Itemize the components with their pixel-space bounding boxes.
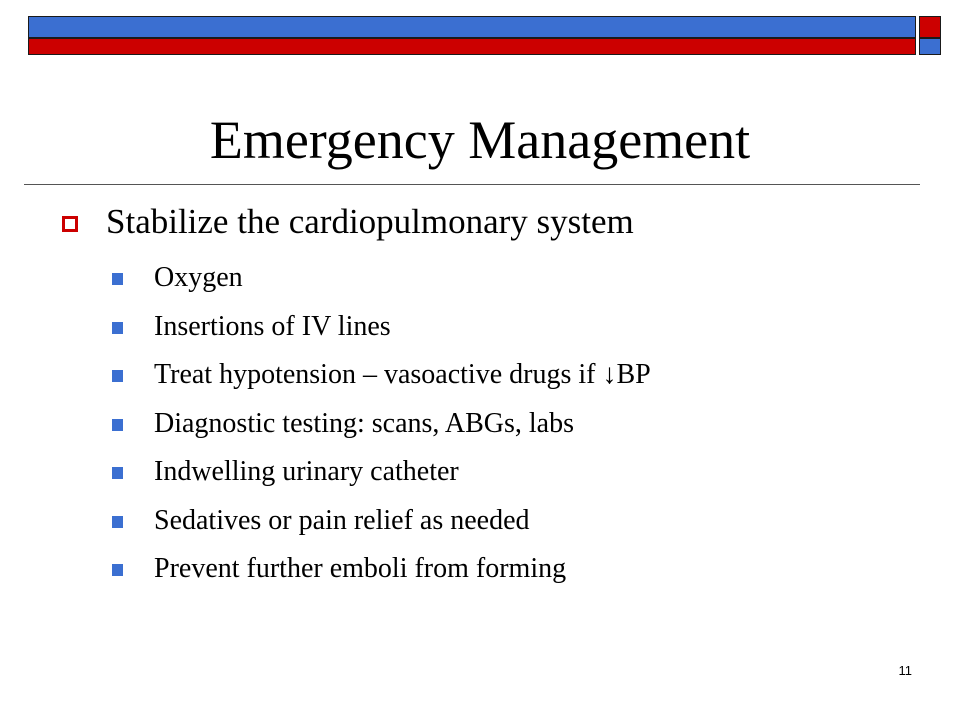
sub-bullet-text: Indwelling urinary catheter <box>154 456 459 488</box>
sub-bullet-item <box>112 303 651 352</box>
square-bullet-icon <box>112 322 123 334</box>
square-bullet-icon <box>112 467 123 479</box>
hollow-square-bullet-icon <box>62 216 78 232</box>
sub-bullet-list <box>112 254 651 594</box>
main-bullet-text: Stabilize the cardiopulmonary system <box>106 202 634 241</box>
sub-bullet-item <box>112 351 651 400</box>
sub-bullet-item <box>112 448 651 497</box>
sub-bullet-text: Insertions of IV lines <box>154 310 391 342</box>
square-bullet-icon <box>112 419 123 431</box>
header-blue-bar <box>28 16 916 38</box>
sub-bullet-text: Prevent further emboli from forming <box>154 553 567 585</box>
square-bullet-icon <box>112 516 123 528</box>
slide-title: Emergency Management <box>209 110 751 170</box>
header-blue-square <box>919 38 941 55</box>
sub-bullet-item <box>112 497 651 546</box>
header-red-square <box>919 16 941 38</box>
sub-bullet-text: Treat hypotension – vasoactive drugs if ↓BP <box>154 359 651 391</box>
sub-bullet-text: Oxygen <box>154 262 243 294</box>
sub-bullet-item <box>112 254 651 303</box>
square-bullet-icon <box>112 370 123 382</box>
square-bullet-icon <box>112 273 123 285</box>
sub-bullet-text: Sedatives or pain relief as needed <box>154 504 530 536</box>
square-bullet-icon <box>112 564 123 576</box>
main-bullet-item <box>62 198 634 246</box>
slide-number: 11 <box>898 663 912 678</box>
title-divider <box>24 184 920 185</box>
sub-bullet-text: Diagnostic testing: scans, ABGs, labs <box>154 407 574 439</box>
header-red-bar <box>28 38 916 55</box>
sub-bullet-item <box>112 400 651 449</box>
sub-bullet-item <box>112 545 651 594</box>
